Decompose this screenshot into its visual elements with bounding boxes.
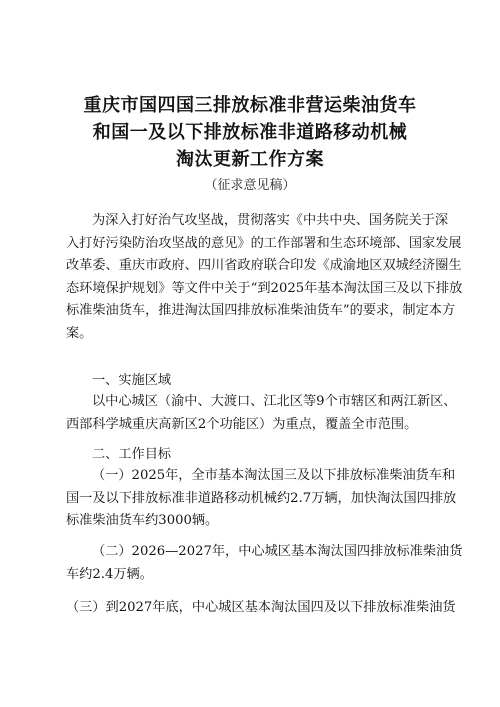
intro-line: 态环境保护规划》等文件中关于“到2025年基本淘汰国三及以下排放 [66, 280, 463, 296]
intro-line: 为深入打好治气攻坚战，贯彻落实《中共中央、国务院关于深 [92, 213, 449, 228]
section1-line: 以中心城区（渝中、大渡口、江北区等9个市辖区和两江新区、 [92, 394, 457, 409]
goal2-line: （二）2026—2027年，中心城区基本淘汰国四排放标准柴油货 [92, 544, 463, 559]
section-heading-implementation-area: 一、实施区域 [92, 373, 172, 388]
goal1-line: 标准柴油货车约3000辆。 [66, 513, 219, 529]
goal3-paragraph [66, 597, 456, 620]
goal2-paragraph [66, 541, 463, 586]
intro-line: 案。 [66, 325, 93, 341]
title-line-1: 重庆市国四国三排放标准非营运柴油货车 [83, 95, 417, 116]
title-line-3: 淘汰更新工作方案 [176, 149, 324, 170]
section1-paragraph [66, 391, 457, 436]
intro-line: 改革委、重庆市政府、四川省政府联合印发《成渝地区双城经济圈生 [66, 258, 462, 274]
section1-line: 西部科学城重庆高新区2个功能区）为重点，覆盖全市范围。 [66, 416, 418, 432]
goal1-line: （一）2025年，全市基本淘汰国三及以下排放标准柴油货车和 [92, 468, 456, 483]
intro-line: 标准柴油货车，推进淘汰国四排放标准柴油货车”的要求，制定本方 [66, 303, 456, 319]
intro-paragraph [66, 210, 463, 346]
goal3-line: （三）到2027年底，中心城区基本淘汰国四及以下排放标准柴油货 [66, 600, 456, 615]
title-line-2: 和国一及以下排放标准非道路移动机械 [92, 122, 408, 143]
goal2-line: 车约2.4万辆。 [66, 566, 153, 582]
goal1-paragraph [66, 465, 457, 533]
section-heading-work-goals: 二、工作目标 [92, 447, 172, 462]
subtitle: （征求意见稿） [204, 178, 296, 193]
goal1-line: 国一及以下排放标准非道路移动机械约2.7万辆，加快淘汰国四排放 [66, 490, 457, 506]
intro-line: 入打好污染防治攻坚战的意见》的工作部署和生态环境部、国家发展 [66, 235, 462, 251]
